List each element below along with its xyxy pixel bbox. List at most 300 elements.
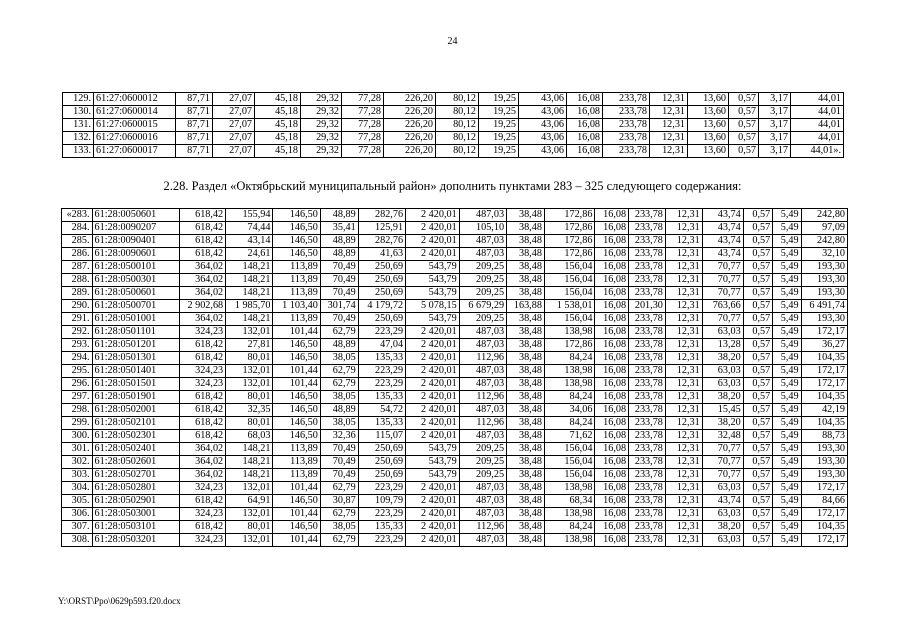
- value-cell: 2 420,01: [406, 248, 460, 261]
- row-number: 292.: [62, 326, 93, 339]
- value-cell: 172,86: [544, 339, 595, 352]
- value-cell: 0,57: [743, 326, 772, 339]
- table-row: [62, 417, 848, 430]
- value-cell: 38,05: [320, 391, 358, 404]
- value-cell: 113,89: [273, 456, 320, 469]
- table-row: [62, 365, 848, 378]
- value-cell: 12,31: [665, 495, 702, 508]
- value-cell: 70,49: [320, 261, 358, 274]
- value-cell: 112,96: [459, 417, 506, 430]
- row-number: 300.: [62, 430, 93, 443]
- value-cell: 193,30: [801, 261, 847, 274]
- value-cell: 0,57: [743, 365, 772, 378]
- value-cell: 233,78: [629, 508, 666, 521]
- value-cell: 2 902,68: [179, 300, 225, 313]
- value-cell: 2 420,01: [406, 534, 460, 547]
- value-cell: 2 420,01: [406, 339, 460, 352]
- value-cell: 138,98: [544, 534, 595, 547]
- value-cell: 13,60: [688, 119, 729, 132]
- table-row: [62, 443, 848, 456]
- value-cell: 618,42: [179, 495, 225, 508]
- value-cell: 12,31: [650, 93, 688, 106]
- value-cell: 2 420,01: [406, 365, 460, 378]
- value-cell: 233,78: [629, 404, 666, 417]
- value-cell: 16,08: [595, 222, 629, 235]
- value-cell: 250,69: [358, 469, 405, 482]
- value-cell: 38,20: [702, 391, 743, 404]
- value-cell: 48,89: [320, 209, 358, 222]
- value-cell: 101,44: [273, 378, 320, 391]
- value-cell: 16,08: [595, 443, 629, 456]
- cadastral-quarter: 61:28:0501401: [92, 365, 179, 378]
- value-cell: 132,01: [226, 326, 273, 339]
- value-cell: 105,10: [459, 222, 506, 235]
- row-number: 285.: [62, 235, 93, 248]
- value-cell: 132,01: [226, 365, 273, 378]
- row-number: 302.: [62, 456, 93, 469]
- value-cell: 101,44: [273, 508, 320, 521]
- value-cell: 543,79: [406, 261, 460, 274]
- value-cell: 3,17: [759, 106, 791, 119]
- table-row: [62, 456, 848, 469]
- value-cell: 156,04: [544, 261, 595, 274]
- value-cell: 104,35: [801, 417, 847, 430]
- value-cell: 70,77: [702, 287, 743, 300]
- value-cell: 5,49: [773, 521, 801, 534]
- value-cell: 104,35: [801, 391, 847, 404]
- value-cell: 113,89: [273, 287, 320, 300]
- value-cell: 233,78: [629, 521, 666, 534]
- cadastral-quarter: 61:28:0500601: [92, 287, 179, 300]
- value-cell: 12,31: [665, 508, 702, 521]
- value-cell: 209,25: [459, 274, 506, 287]
- value-cell: 146,50: [273, 404, 320, 417]
- value-cell: 16,08: [567, 119, 603, 132]
- value-cell: 16,08: [595, 261, 629, 274]
- value-cell: 487,03: [459, 248, 506, 261]
- value-cell: 0,57: [743, 235, 772, 248]
- value-cell: 250,69: [358, 443, 405, 456]
- value-cell: 233,78: [603, 145, 650, 158]
- value-cell: 0,57: [743, 456, 772, 469]
- value-cell: 618,42: [179, 222, 225, 235]
- value-cell: 0,57: [743, 482, 772, 495]
- value-cell: 148,21: [226, 261, 273, 274]
- value-cell: 5,49: [773, 456, 801, 469]
- value-cell: 115,07: [358, 430, 405, 443]
- value-cell: 38,20: [702, 417, 743, 430]
- row-number: «283.: [62, 209, 93, 222]
- value-cell: 12,31: [665, 430, 702, 443]
- value-cell: 233,78: [629, 248, 666, 261]
- value-cell: 763,66: [702, 300, 743, 313]
- value-cell: 101,44: [273, 534, 320, 547]
- value-cell: 80,12: [436, 119, 479, 132]
- value-cell: 223,29: [358, 482, 405, 495]
- table-row: [62, 274, 848, 287]
- value-cell: 38,05: [320, 352, 358, 365]
- value-cell: 45,18: [255, 106, 301, 119]
- value-cell: 44,01: [791, 106, 844, 119]
- value-cell: 32,10: [801, 248, 847, 261]
- value-cell: 44,01: [791, 93, 844, 106]
- value-cell: 0,57: [743, 378, 772, 391]
- value-cell: 209,25: [459, 313, 506, 326]
- value-cell: 543,79: [406, 313, 460, 326]
- cadastral-quarter: 61:27:0600012: [94, 93, 176, 106]
- value-cell: 38,48: [507, 508, 545, 521]
- value-cell: 29,32: [301, 93, 342, 106]
- row-number: 130.: [63, 106, 94, 119]
- value-cell: 16,08: [595, 365, 629, 378]
- value-cell: 62,79: [320, 365, 358, 378]
- value-cell: 113,89: [273, 274, 320, 287]
- value-cell: 135,33: [358, 521, 405, 534]
- value-cell: 201,30: [629, 300, 666, 313]
- value-cell: 104,35: [801, 521, 847, 534]
- cadastral-quarter: 61:28:0501001: [92, 313, 179, 326]
- value-cell: 32,48: [702, 430, 743, 443]
- value-cell: 80,01: [226, 417, 273, 430]
- value-cell: 16,08: [567, 106, 603, 119]
- value-cell: 27,81: [226, 339, 273, 352]
- value-cell: 0,57: [743, 404, 772, 417]
- value-cell: 84,24: [544, 521, 595, 534]
- value-cell: 2 420,01: [406, 235, 460, 248]
- value-cell: 80,12: [436, 132, 479, 145]
- value-cell: 70,49: [320, 274, 358, 287]
- value-cell: 112,96: [459, 352, 506, 365]
- value-cell: 74,44: [226, 222, 273, 235]
- value-cell: 16,08: [567, 145, 603, 158]
- value-cell: 223,29: [358, 378, 405, 391]
- value-cell: 6 679,29: [459, 300, 506, 313]
- value-cell: 0,57: [729, 119, 759, 132]
- cadastral-quarter: 61:28:0503101: [92, 521, 179, 534]
- value-cell: 63,03: [702, 534, 743, 547]
- value-cell: 101,44: [273, 482, 320, 495]
- value-cell: 48,89: [320, 235, 358, 248]
- value-cell: 138,98: [544, 482, 595, 495]
- value-cell: 5,49: [773, 222, 801, 235]
- value-cell: 3,17: [759, 145, 791, 158]
- value-cell: 3,17: [759, 93, 791, 106]
- value-cell: 38,48: [507, 248, 545, 261]
- cadastral-quarter: 61:28:0090401: [92, 235, 179, 248]
- value-cell: 135,33: [358, 417, 405, 430]
- value-cell: 5,49: [773, 443, 801, 456]
- value-cell: 324,23: [179, 326, 225, 339]
- table-row: [63, 145, 844, 158]
- value-cell: 163,88: [507, 300, 545, 313]
- value-cell: 43,74: [702, 209, 743, 222]
- value-cell: 156,04: [544, 287, 595, 300]
- value-cell: 0,57: [743, 417, 772, 430]
- value-cell: 5,49: [773, 495, 801, 508]
- value-cell: 2 420,01: [406, 430, 460, 443]
- table-row: [62, 287, 848, 300]
- value-cell: 233,78: [629, 378, 666, 391]
- value-cell: 13,60: [688, 106, 729, 119]
- value-cell: 233,78: [629, 222, 666, 235]
- value-cell: 2 420,01: [406, 417, 460, 430]
- value-cell: 148,21: [226, 456, 273, 469]
- value-cell: 13,60: [688, 93, 729, 106]
- value-cell: 364,02: [179, 274, 225, 287]
- value-cell: 233,78: [629, 261, 666, 274]
- cadastral-quarter: 61:28:0500701: [92, 300, 179, 313]
- page-number: 24: [447, 36, 458, 47]
- value-cell: 0,57: [743, 391, 772, 404]
- value-cell: 0,57: [743, 495, 772, 508]
- value-cell: 44,01: [791, 132, 844, 145]
- value-cell: 19,25: [479, 93, 519, 106]
- value-cell: 324,23: [179, 482, 225, 495]
- value-cell: 233,78: [629, 339, 666, 352]
- value-cell: 70,77: [702, 274, 743, 287]
- value-cell: 43,14: [226, 235, 273, 248]
- value-cell: 487,03: [459, 508, 506, 521]
- value-cell: 38,48: [507, 469, 545, 482]
- value-cell: 16,08: [595, 248, 629, 261]
- value-cell: 146,50: [273, 339, 320, 352]
- value-cell: 12,31: [665, 248, 702, 261]
- value-cell: 45,18: [255, 93, 301, 106]
- value-cell: 5,49: [773, 391, 801, 404]
- value-cell: 45,18: [255, 145, 301, 158]
- value-cell: 12,31: [665, 326, 702, 339]
- value-cell: 156,04: [544, 443, 595, 456]
- value-cell: 27,07: [213, 119, 255, 132]
- value-cell: 29,32: [301, 106, 342, 119]
- value-cell: 35,41: [320, 222, 358, 235]
- value-cell: 233,78: [629, 443, 666, 456]
- value-cell: 19,25: [479, 119, 519, 132]
- value-cell: 63,03: [702, 365, 743, 378]
- value-cell: 71,62: [544, 430, 595, 443]
- value-cell: 0,57: [743, 313, 772, 326]
- value-cell: 2 420,01: [406, 521, 460, 534]
- value-cell: 38,48: [507, 534, 545, 547]
- row-number: 294.: [62, 352, 93, 365]
- value-cell: 113,89: [273, 443, 320, 456]
- value-cell: 233,78: [629, 365, 666, 378]
- value-cell: 5,49: [773, 248, 801, 261]
- value-cell: 0,57: [743, 209, 772, 222]
- value-cell: 5,49: [773, 235, 801, 248]
- value-cell: 38,48: [507, 339, 545, 352]
- value-cell: 250,69: [358, 287, 405, 300]
- value-cell: 80,01: [226, 352, 273, 365]
- value-cell: 5,49: [773, 430, 801, 443]
- value-cell: 38,48: [507, 274, 545, 287]
- value-cell: 38,48: [507, 326, 545, 339]
- value-cell: 138,98: [544, 508, 595, 521]
- value-cell: 2 420,01: [406, 404, 460, 417]
- value-cell: 233,78: [603, 106, 650, 119]
- value-cell: 172,86: [544, 209, 595, 222]
- value-cell: 54,72: [358, 404, 405, 417]
- value-cell: 0,57: [743, 261, 772, 274]
- value-cell: 364,02: [179, 456, 225, 469]
- value-cell: 132,01: [226, 378, 273, 391]
- value-cell: 209,25: [459, 443, 506, 456]
- value-cell: 364,02: [179, 443, 225, 456]
- value-cell: 43,74: [702, 235, 743, 248]
- row-number: 304.: [62, 482, 93, 495]
- value-cell: 12,31: [665, 235, 702, 248]
- value-cell: 0,57: [743, 287, 772, 300]
- value-cell: 70,77: [702, 313, 743, 326]
- value-cell: 13,28: [702, 339, 743, 352]
- value-cell: 233,78: [629, 469, 666, 482]
- value-cell: 226,20: [384, 145, 436, 158]
- value-cell: 70,77: [702, 469, 743, 482]
- value-cell: 282,76: [358, 209, 405, 222]
- value-cell: 0,57: [743, 339, 772, 352]
- value-cell: 146,50: [273, 222, 320, 235]
- row-number: 308.: [62, 534, 93, 547]
- value-cell: 5,49: [773, 313, 801, 326]
- value-cell: 2 420,01: [406, 378, 460, 391]
- cadastral-quarter: 61:28:0502401: [92, 443, 179, 456]
- value-cell: 38,48: [507, 222, 545, 235]
- table-row: [62, 222, 848, 235]
- value-cell: 0,57: [743, 274, 772, 287]
- value-cell: 12,31: [650, 119, 688, 132]
- value-cell: 62,79: [320, 378, 358, 391]
- section-heading: 2.28. Раздел «Октябрьский муниципальный район» дополнить пунктами 283 – 325 следующего содержания:: [163, 179, 742, 193]
- value-cell: 193,30: [801, 313, 847, 326]
- row-number: 293.: [62, 339, 93, 352]
- cadastral-quarter: 61:28:0502301: [92, 430, 179, 443]
- cadastral-quarter: 61:28:0503001: [92, 508, 179, 521]
- value-cell: 38,48: [507, 404, 545, 417]
- value-cell: 233,78: [629, 417, 666, 430]
- value-cell: 3,17: [759, 119, 791, 132]
- value-cell: 233,78: [629, 391, 666, 404]
- value-cell: 487,03: [459, 534, 506, 547]
- value-cell: 12,31: [665, 339, 702, 352]
- value-cell: 156,04: [544, 313, 595, 326]
- table-row: [63, 93, 844, 106]
- value-cell: 48,89: [320, 404, 358, 417]
- value-cell: 172,17: [801, 534, 847, 547]
- value-cell: 62,79: [320, 534, 358, 547]
- value-cell: 146,50: [273, 495, 320, 508]
- cadastral-quarter: 61:28:0502001: [92, 404, 179, 417]
- value-cell: 0,57: [743, 508, 772, 521]
- value-cell: 44,01».: [791, 145, 844, 158]
- value-cell: 62,79: [320, 482, 358, 495]
- row-number: 129.: [63, 93, 94, 106]
- value-cell: 45,18: [255, 132, 301, 145]
- value-cell: 172,17: [801, 378, 847, 391]
- value-cell: 242,80: [801, 235, 847, 248]
- row-number: 286.: [62, 248, 93, 261]
- row-number: 289.: [62, 287, 93, 300]
- value-cell: 16,08: [595, 469, 629, 482]
- cadastral-quarter: 61:28:0501301: [92, 352, 179, 365]
- value-cell: 12,31: [665, 469, 702, 482]
- value-cell: 16,08: [595, 534, 629, 547]
- value-cell: 70,77: [702, 443, 743, 456]
- value-cell: 16,08: [595, 417, 629, 430]
- value-cell: 2 420,01: [406, 495, 460, 508]
- value-cell: 324,23: [179, 365, 225, 378]
- value-cell: 138,98: [544, 378, 595, 391]
- value-cell: 32,36: [320, 430, 358, 443]
- value-cell: 2 420,01: [406, 326, 460, 339]
- value-cell: 146,50: [273, 209, 320, 222]
- value-cell: 223,29: [358, 326, 405, 339]
- value-cell: 324,23: [179, 508, 225, 521]
- row-number: 290.: [62, 300, 93, 313]
- value-cell: 16,08: [595, 274, 629, 287]
- row-number: 299.: [62, 417, 93, 430]
- value-cell: 12,31: [665, 313, 702, 326]
- table-row: [62, 326, 848, 339]
- value-cell: 29,32: [301, 119, 342, 132]
- value-cell: 16,08: [595, 339, 629, 352]
- value-cell: 12,31: [665, 352, 702, 365]
- value-cell: 487,03: [459, 378, 506, 391]
- value-cell: 2 420,01: [406, 222, 460, 235]
- row-number: 288.: [62, 274, 93, 287]
- value-cell: 487,03: [459, 235, 506, 248]
- value-cell: 0,57: [743, 222, 772, 235]
- table-main: [61, 208, 848, 547]
- value-cell: 43,74: [702, 495, 743, 508]
- value-cell: 12,31: [665, 443, 702, 456]
- cadastral-quarter: 61:28:0503201: [92, 534, 179, 547]
- value-cell: 2 420,01: [406, 508, 460, 521]
- value-cell: 38,48: [507, 313, 545, 326]
- cadastral-quarter: 61:28:0502801: [92, 482, 179, 495]
- value-cell: 12,31: [665, 417, 702, 430]
- value-cell: 43,74: [702, 222, 743, 235]
- value-cell: 487,03: [459, 339, 506, 352]
- value-cell: 77,28: [342, 119, 384, 132]
- row-number: 287.: [62, 261, 93, 274]
- value-cell: 125,91: [358, 222, 405, 235]
- value-cell: 16,08: [567, 132, 603, 145]
- value-cell: 41,63: [358, 248, 405, 261]
- value-cell: 132,01: [226, 482, 273, 495]
- value-cell: 84,24: [544, 417, 595, 430]
- value-cell: 209,25: [459, 456, 506, 469]
- value-cell: 487,03: [459, 209, 506, 222]
- value-cell: 2 420,01: [406, 391, 460, 404]
- value-cell: 38,48: [507, 430, 545, 443]
- value-cell: 38,48: [507, 352, 545, 365]
- value-cell: 77,28: [342, 93, 384, 106]
- value-cell: 543,79: [406, 456, 460, 469]
- cadastral-quarter: 61:27:0600014: [94, 106, 176, 119]
- cadastral-quarter: 61:28:0501901: [92, 391, 179, 404]
- table-row: [62, 209, 848, 222]
- value-cell: 27,07: [213, 132, 255, 145]
- value-cell: 47,04: [358, 339, 405, 352]
- row-number: 307.: [62, 521, 93, 534]
- row-number: 132.: [63, 132, 94, 145]
- value-cell: 16,08: [595, 313, 629, 326]
- row-number: 284.: [62, 222, 93, 235]
- value-cell: 2 420,01: [406, 482, 460, 495]
- value-cell: 5,49: [773, 482, 801, 495]
- value-cell: 233,78: [603, 119, 650, 132]
- value-cell: 223,29: [358, 365, 405, 378]
